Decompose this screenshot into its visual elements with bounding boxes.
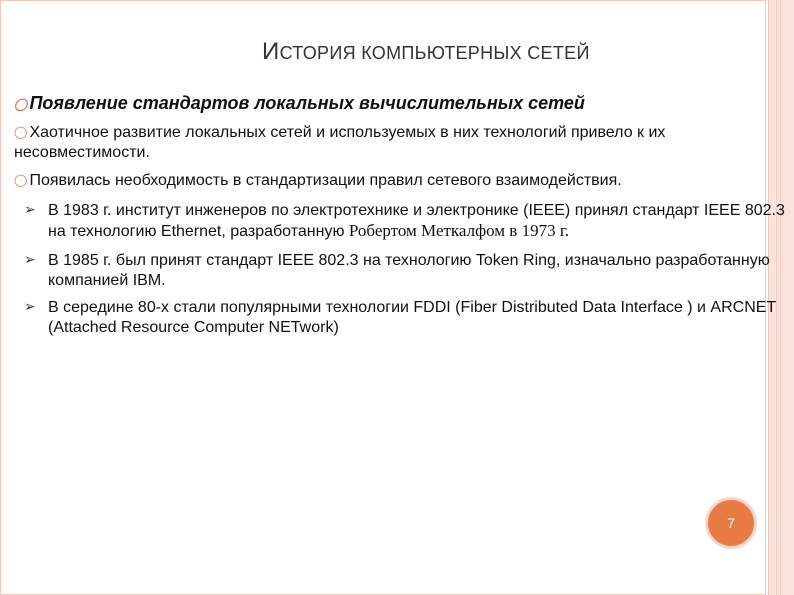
paragraph-2-text: Появилась необходимость в стандартизации правил сетевого взаимодействия.	[29, 172, 622, 189]
page-number-badge	[705, 497, 757, 549]
title-rest: СТОРИЯ КОМПЬЮТЕРНЫХ СЕТЕЙ	[279, 43, 590, 63]
circle-bullet-icon: ◯	[14, 125, 28, 139]
circle-bullet-icon: ◯	[14, 173, 28, 187]
paragraph-1	[14, 123, 774, 163]
paragraph-1-text: Хаотичное развитие локальных сетей и используемых в них технологий привело к их несовместимости.	[14, 124, 666, 161]
section-heading	[14, 93, 774, 115]
circle-bullet-icon: ◯	[14, 97, 28, 111]
heading-text: Появление стандартов локальных вычислительных сетей	[29, 93, 585, 113]
list-item	[48, 201, 788, 242]
page-number: 7	[727, 515, 735, 531]
list-item	[48, 298, 788, 338]
list-item-text: В середине 80-х стали популярными технологии FDDI (Fiber Distributed Data Interface ) и ARCNET (Attached Resource Computer NETwork)	[48, 299, 776, 336]
paragraph-2	[14, 171, 774, 191]
arrow-bullet-icon: ➢	[24, 298, 36, 314]
title-first-letter: И	[262, 38, 280, 65]
list-item-serif-text: Робертом Меткалфом в 1973 г.	[348, 221, 570, 240]
list-item-text: В 1985 г. был принят стандарт IEEE 802.3 на технологию Token Ring, изначально разработанную компанией IBM.	[48, 252, 770, 289]
list-item	[48, 251, 788, 291]
slide-title	[262, 38, 590, 66]
list-item-text: В 1983 г. институт инженеров по электротехнике и электронике (IEEE) принял стандарт IEEE 802.3 на технологию Ethernet, разработанную	[48, 202, 785, 240]
arrow-bullet-icon: ➢	[24, 251, 36, 267]
arrow-bullet-icon: ➢	[24, 201, 36, 217]
